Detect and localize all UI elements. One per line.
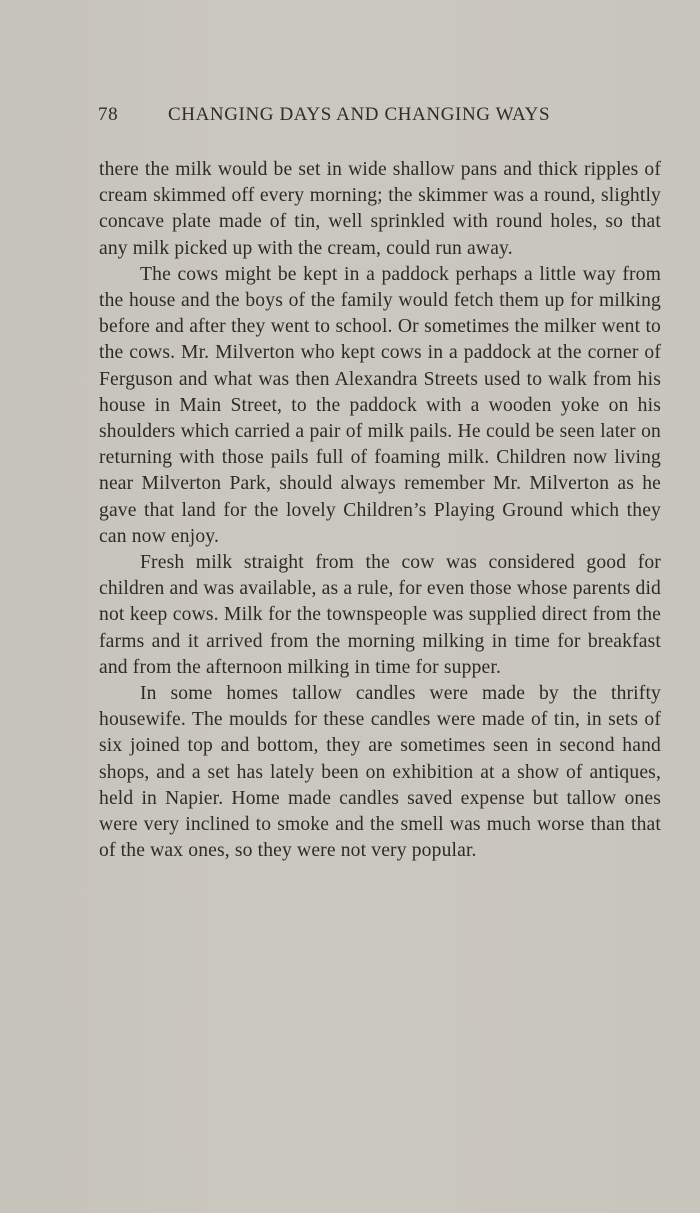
paragraph-cows: The cows might be kept in a paddock perhaps a little way from the house and the boys of the family would fetch them up for milking before and after they went to school. Or sometimes the milker went to the cows. Mr. Milverton who kept cows in a paddock at the corner of Ferguson and what was then Alexandra Streets used to walk from his house in Main Street, to the paddock with a wooden yoke on his shoulders which carried a pair of milk pails. He could be seen later on returning with those pails full of foaming milk. Children now living near Milverton Park, should always remember Mr. Milverton as he gave that land for the lovely Children’s Playing Ground which they can now enjoy. (99, 263, 661, 547)
running-title: CHANGING DAYS AND CHANGING WAYS (168, 104, 551, 125)
paragraph-fresh-milk: Fresh milk straight from the cow was considered good for children and was available, as a rule, for even those whose parents did not keep cows. Milk for the townspeople was supplied direct from the farms and it arrived from the morning milking in time for breakfast and from the afternoon milking in time for supper. (99, 552, 661, 678)
body-text (99, 157, 661, 864)
page-number: 78 (98, 104, 119, 125)
paragraph-tallow-candles: In some homes tallow candles were made by the thrifty housewife. The moulds for these candles were made of tin, in sets of six joined top and bottom, they are sometimes seen in second hand shops, and a set has lately been on exhibition at a show of antiques, held in Napier. Home made candles saved expense but tallow ones were very inclined to smoke and the smell was much worse than that of the wax ones, so they were not very popular. (99, 683, 661, 862)
paragraph-continuation: there the milk would be set in wide shallow pans and thick ripples of cream skimmed off every morning; the skimmer was a round, slightly concave plate made of tin, well sprinkled with round holes, so that any milk picked up with the cream, could run away. (99, 159, 661, 259)
running-header (98, 104, 598, 126)
